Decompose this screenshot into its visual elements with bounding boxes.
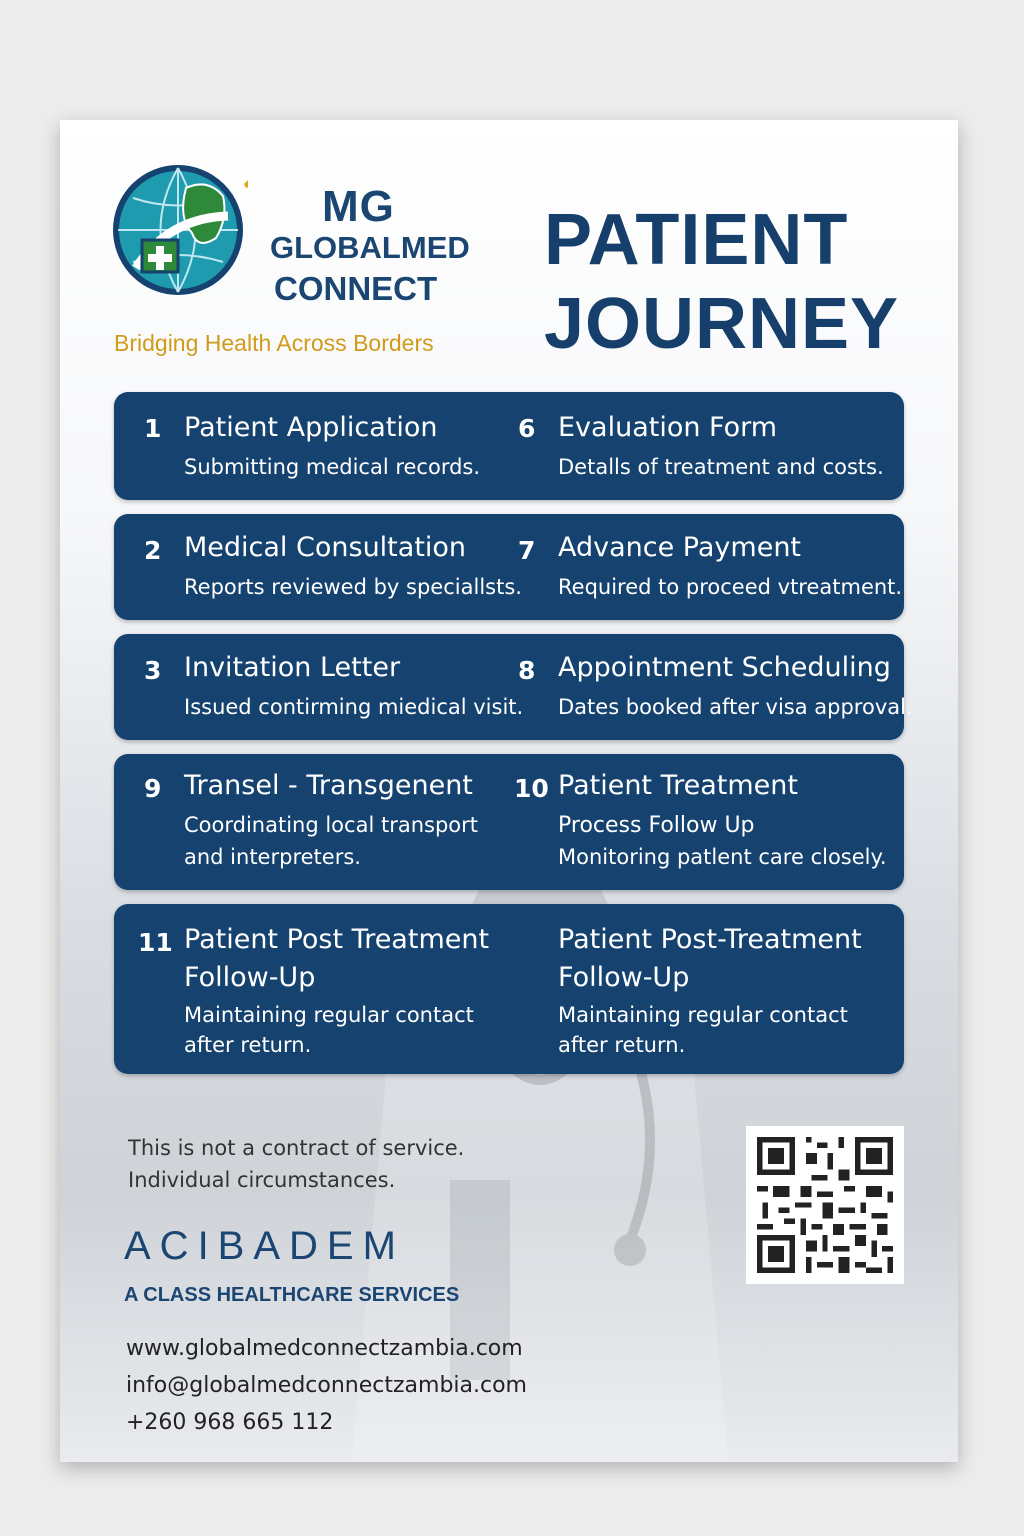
email-link[interactable]: info@globalmedconnectzambia.com — [126, 1373, 527, 1398]
step-number: 2 — [144, 536, 162, 565]
phone-number[interactable]: +260 968 665 112 — [126, 1410, 334, 1435]
page-title — [544, 198, 899, 366]
step-number: 10 — [514, 774, 549, 803]
brand-name-connect: CONNECT — [274, 270, 438, 307]
step-description: after return. — [184, 1033, 312, 1057]
step-description: Coordinating local transport — [184, 813, 478, 837]
step-title: Advance Payment — [558, 532, 802, 563]
website-link[interactable]: www.globalmedconnectzambia.com — [126, 1336, 523, 1361]
step-description: Reports reviewed by speciallsts. — [184, 575, 522, 599]
disclaimer-line: This is not a contract of service. — [128, 1136, 465, 1160]
poster — [60, 120, 958, 1462]
step-title: Transel - Transgenent — [184, 770, 473, 801]
contact-info — [126, 1330, 527, 1441]
step-description: after return. — [558, 1033, 686, 1057]
step-description: Monitoring patlent care closely. — [558, 845, 887, 869]
qr-code-icon[interactable] — [746, 1126, 904, 1284]
step-row-1 — [114, 392, 904, 500]
brand-name-globalmed: GLOBALMED — [270, 230, 470, 265]
step-row-4 — [114, 754, 904, 890]
step-description: Dates booked after visa approval. — [558, 695, 913, 719]
step-number: 1 — [144, 414, 162, 443]
step-description: Issued contirming miedical visit. — [184, 695, 524, 719]
step-description: Detalls of treatment and costs. — [558, 455, 884, 479]
step-row-3 — [114, 634, 913, 740]
disclaimer — [128, 1132, 464, 1196]
step-title: Patient Application — [184, 412, 438, 443]
step-title: Patient Post Treatment — [184, 924, 490, 955]
step-title: Patient Treatment — [558, 770, 798, 801]
step-title: Medical Consultation — [184, 532, 467, 563]
step-title: Appointment Scheduling — [558, 652, 891, 683]
step-description: and interpreters. — [184, 845, 361, 869]
step-title: Invitation Letter — [184, 652, 401, 683]
step-number: 8 — [518, 656, 536, 685]
step-description: Submitting medical records. — [184, 455, 481, 479]
step-description: Process Follow Up — [558, 813, 755, 838]
step-description: Required to proceed vtreatment. — [558, 575, 903, 599]
step-description: Maintaining regular contact — [558, 1003, 848, 1027]
globalmed-logo-icon — [108, 158, 248, 298]
step-row-2 — [114, 514, 904, 620]
disclaimer-line: Individual circumstances. — [128, 1168, 396, 1192]
step-row-5 — [114, 904, 904, 1074]
step-title: Follow-Up — [558, 962, 690, 993]
partner-subtitle: A CLASS HEALTHCARE SERVICES — [124, 1284, 460, 1306]
step-title: Evaluation Form — [558, 412, 778, 443]
step-number: 11 — [138, 928, 173, 957]
title-line-2: JOURNEY — [544, 284, 900, 364]
partner-logo-acibadem: ACIBADEM — [124, 1224, 405, 1268]
step-number: 7 — [518, 536, 536, 565]
step-title: Follow-Up — [184, 962, 316, 993]
brand-name-mg: MG — [322, 182, 395, 231]
brand-tagline: Bridging Health Across Borders — [114, 330, 434, 356]
step-title: Patient Post-Treatment — [558, 924, 862, 955]
step-number: 3 — [144, 656, 162, 685]
step-number: 9 — [144, 774, 162, 803]
title-line-1: PATIENT — [544, 200, 849, 280]
step-number: 6 — [518, 414, 536, 443]
step-description: Maintaining regular contact — [184, 1003, 474, 1027]
